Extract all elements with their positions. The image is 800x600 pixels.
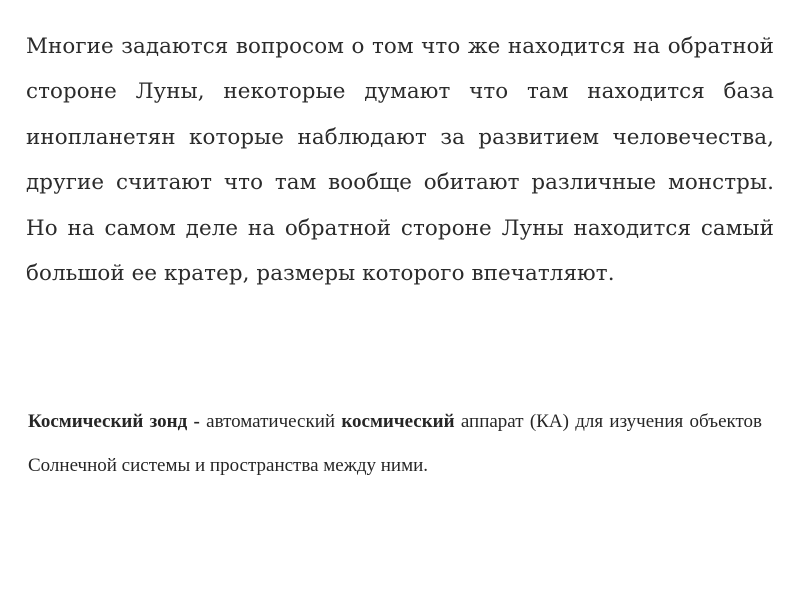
definition-paragraph <box>28 400 762 487</box>
definition-term: Космический зонд - <box>28 411 200 432</box>
definition-text-2: аппарат (КА) для изучения объектов Солнечной системы и пространства между ними. <box>28 411 763 476</box>
main-paragraph: Многие задаются вопросом о том что же находится на обратной стороне Луны, некоторые думают что там находится база инопланетян которые наблюдают за развитием человечества, другие считают что там вообще обитают различные монстры. Но на самом деле на обратной стороне Луны находится самый большой ее кратер, размеры которого впечатляют. <box>26 34 774 287</box>
definition-keyword: космический <box>341 411 455 432</box>
definition-text-1: автоматический <box>199 411 342 432</box>
